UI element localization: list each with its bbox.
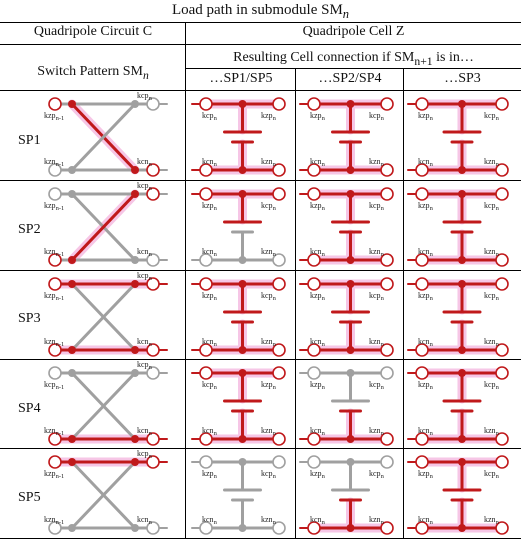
terminal-circle <box>496 188 508 200</box>
terminal-label: kzn$_{n-1}$ <box>44 157 65 168</box>
terminal-circle <box>496 456 508 468</box>
cell-z-1-2 <box>300 98 393 176</box>
junction-dot <box>68 458 76 466</box>
terminal-label: kcp$_n$ <box>484 201 499 212</box>
junction-dot <box>131 369 139 377</box>
row-label-sp4: SP4 <box>18 401 41 416</box>
junction-dot <box>239 280 247 288</box>
terminal-label: kcn$_n$ <box>310 247 325 258</box>
junction-dot <box>239 369 247 377</box>
header-quadripole-circuit: Quadripole Circuit C <box>33 24 153 39</box>
terminal-circle <box>49 456 61 468</box>
terminal-circle <box>200 367 212 379</box>
terminal-label: kcn$_n$ <box>137 337 152 348</box>
junction-dot <box>68 435 76 443</box>
junction-dot <box>68 166 76 174</box>
terminal-label: kzp$_n$ <box>310 111 325 122</box>
terminal-label: kzn$_n$ <box>369 426 384 437</box>
terminal-label: kcp$_n$ <box>261 291 276 302</box>
terminal-circle <box>381 98 393 110</box>
terminal-circle <box>381 188 393 200</box>
terminal-label: kzn$_{n-1}$ <box>44 247 65 258</box>
terminal-label: kzp$_{n-1}$ <box>44 201 65 212</box>
cell-z-2-1 <box>192 188 285 266</box>
subheader-sp2-sp4: …SP2/SP4 <box>318 71 382 86</box>
terminal-label: kzp$_{n-1}$ <box>44 469 65 480</box>
junction-dot <box>131 166 139 174</box>
terminal-label: kcn$_n$ <box>202 426 217 437</box>
cell-z-4-2 <box>300 367 393 445</box>
junction-dot <box>68 346 76 354</box>
terminal-circle <box>273 456 285 468</box>
junction-dot <box>347 524 355 532</box>
terminal-label: kcp$_n$ <box>484 111 499 122</box>
terminal-circle <box>416 278 428 290</box>
terminal-label: kzn$_n$ <box>369 515 384 526</box>
junction-dot <box>131 256 139 264</box>
terminal-circle <box>49 278 61 290</box>
cell-z-1-3 <box>408 98 508 176</box>
terminal-circle <box>308 98 320 110</box>
terminal-label: kcn$_n$ <box>202 157 217 168</box>
terminal-label: kcn$_n$ <box>418 426 433 437</box>
terminal-label: kzp$_{n-1}$ <box>44 111 65 122</box>
junction-dot <box>239 256 247 264</box>
terminal-circle <box>49 98 61 110</box>
terminal-label: kcp$_n$ <box>369 111 384 122</box>
circuit-c-5 <box>44 449 167 534</box>
circuit-c-3 <box>44 271 167 356</box>
header-quadripole-cell: Quadripole Cell Z <box>302 24 405 39</box>
junction-dot <box>239 100 247 108</box>
cell-z-5-1 <box>192 456 285 534</box>
cell-z-4-1 <box>192 367 285 445</box>
junction-dot <box>68 256 76 264</box>
terminal-label: kcp$_n$ <box>202 111 217 122</box>
terminal-label: kzn$_{n-1}$ <box>44 337 65 348</box>
terminal-label: kcn$_n$ <box>418 337 433 348</box>
terminal-label: kcn$_n$ <box>202 337 217 348</box>
terminal-circle <box>496 98 508 110</box>
row-label-sp1: SP1 <box>18 133 41 148</box>
terminal-label: kzn$_n$ <box>484 157 499 168</box>
row-label-sp5: SP5 <box>18 490 41 505</box>
junction-dot <box>458 346 466 354</box>
subheader-sp3: …SP3 <box>444 71 481 86</box>
terminal-circle <box>416 98 428 110</box>
terminal-label: kcn$_n$ <box>310 157 325 168</box>
junction-dot <box>68 100 76 108</box>
junction-dot <box>458 524 466 532</box>
junction-dot <box>68 280 76 288</box>
terminal-label: kzn$_n$ <box>369 157 384 168</box>
terminal-label: kzp$_n$ <box>202 469 217 480</box>
terminal-label: kzp$_n$ <box>418 291 433 302</box>
terminal-label: kzn$_{n-1}$ <box>44 515 65 526</box>
cell-z-1-1 <box>192 98 285 176</box>
terminal-circle <box>308 278 320 290</box>
terminal-label: kcn$_n$ <box>137 247 152 258</box>
junction-dot <box>347 369 355 377</box>
terminal-label: kzn$_n$ <box>484 515 499 526</box>
terminal-label: kcn$_n$ <box>310 337 325 348</box>
terminal-label: kcp$_n$ <box>369 380 384 391</box>
junction-dot <box>347 346 355 354</box>
junction-dot <box>458 369 466 377</box>
junction-dot <box>131 190 139 198</box>
terminal-label: kzn$_n$ <box>261 515 276 526</box>
junction-dot <box>68 524 76 532</box>
terminal-label: kcn$_n$ <box>418 515 433 526</box>
junction-dot <box>347 190 355 198</box>
terminal-label: kzn$_n$ <box>261 247 276 258</box>
terminal-circle <box>273 98 285 110</box>
terminal-label: kcp$_n$ <box>137 91 152 102</box>
junction-dot <box>347 280 355 288</box>
terminal-circle <box>273 367 285 379</box>
junction-dot <box>131 435 139 443</box>
cell-z-2-3 <box>408 188 508 266</box>
terminal-circle <box>496 367 508 379</box>
terminal-label: kcn$_n$ <box>310 426 325 437</box>
terminal-label: kzn$_n$ <box>261 426 276 437</box>
junction-dot <box>239 166 247 174</box>
terminal-label: kzn$_n$ <box>484 337 499 348</box>
cell-z-5-2 <box>300 456 393 534</box>
terminal-label: kcn$_n$ <box>202 515 217 526</box>
terminal-circle <box>200 456 212 468</box>
page-title: Load path in submodule $SM_n$ <box>171 2 350 21</box>
terminal-label: kcp$_n$ <box>137 271 152 282</box>
terminal-label: kzn$_n$ <box>484 426 499 437</box>
terminal-label: kcn$_n$ <box>137 426 152 437</box>
terminal-label: kzp$_n$ <box>310 201 325 212</box>
terminal-label: kzp$_n$ <box>261 111 276 122</box>
terminal-label: kcp$_n$ <box>369 469 384 480</box>
terminal-label: kzp$_n$ <box>418 111 433 122</box>
terminal-circle <box>49 188 61 200</box>
terminal-label: kcn$_n$ <box>137 515 152 526</box>
terminal-circle <box>308 188 320 200</box>
terminal-label: kcp$_n$ <box>137 181 152 192</box>
junction-dot <box>347 166 355 174</box>
cell-z-3-2 <box>300 278 393 356</box>
terminal-label: kzp$_n$ <box>310 469 325 480</box>
cell-z-5-3 <box>408 456 508 534</box>
junction-dot <box>239 458 247 466</box>
terminal-label: kcp$_n$ <box>484 380 499 391</box>
terminal-circle <box>381 456 393 468</box>
terminal-label: kzp$_n$ <box>418 469 433 480</box>
header-switch-pattern: Switch Pattern $SM_n$ <box>37 64 149 82</box>
terminal-circle <box>381 367 393 379</box>
cell-z-4-3 <box>408 367 508 445</box>
terminal-circle <box>273 278 285 290</box>
junction-dot <box>68 190 76 198</box>
terminal-circle <box>308 367 320 379</box>
terminal-label: kcp$_n$ <box>137 360 152 371</box>
terminal-label: kzp$_n$ <box>310 380 325 391</box>
terminal-label: kzp$_n$ <box>261 380 276 391</box>
terminal-label: kcn$_n$ <box>202 247 217 258</box>
terminal-circle <box>49 367 61 379</box>
junction-dot <box>239 346 247 354</box>
junction-dot <box>347 100 355 108</box>
terminal-label: kcn$_n$ <box>310 515 325 526</box>
terminal-circle <box>416 188 428 200</box>
terminal-circle <box>416 367 428 379</box>
terminal-label: kzp$_n$ <box>202 201 217 212</box>
terminal-circle <box>416 456 428 468</box>
junction-dot <box>458 166 466 174</box>
junction-dot <box>239 435 247 443</box>
junction-dot <box>131 100 139 108</box>
junction-dot <box>458 435 466 443</box>
circuit-c-1 <box>44 91 167 176</box>
terminal-label: kcp$_{n-1}$ <box>44 380 65 391</box>
header-resulting-cell: Resulting Cell connection if $SM_{n+1}$ is in… <box>233 50 474 68</box>
terminal-label: kzn$_n$ <box>369 247 384 258</box>
terminal-label: kzp$_n$ <box>310 291 325 302</box>
terminal-label: kcp$_n$ <box>261 201 276 212</box>
terminal-label: kcp$_n$ <box>369 201 384 212</box>
junction-dot <box>458 256 466 264</box>
row-label-sp3: SP3 <box>18 311 41 326</box>
junction-dot <box>131 524 139 532</box>
terminal-label: kzn$_n$ <box>484 247 499 258</box>
junction-dot <box>131 280 139 288</box>
terminal-label: kzn$_n$ <box>369 337 384 348</box>
junction-dot <box>239 524 247 532</box>
terminal-label: kcp$_n$ <box>369 291 384 302</box>
terminal-label: kcp$_n$ <box>484 291 499 302</box>
terminal-label: kcn$_n$ <box>137 157 152 168</box>
junction-dot <box>347 458 355 466</box>
terminal-circle <box>273 188 285 200</box>
terminal-label: kzp$_{n-1}$ <box>44 291 65 302</box>
cell-z-2-2 <box>300 188 393 266</box>
subheader-sp1-sp5: …SP1/SP5 <box>209 71 273 86</box>
junction-dot <box>458 458 466 466</box>
circuit-c-4 <box>44 360 167 445</box>
terminal-label: kcn$_n$ <box>418 157 433 168</box>
cell-z-3-1 <box>192 278 285 356</box>
terminal-circle <box>200 278 212 290</box>
junction-dot <box>68 369 76 377</box>
junction-dot <box>131 346 139 354</box>
junction-dot <box>347 256 355 264</box>
terminal-label: kcp$_n$ <box>484 469 499 480</box>
terminal-circle <box>200 98 212 110</box>
terminal-label: kzn$_{n-1}$ <box>44 426 65 437</box>
terminal-label: kzp$_n$ <box>202 291 217 302</box>
terminal-label: kcp$_n$ <box>137 449 152 460</box>
cell-z-3-3 <box>408 278 508 356</box>
terminal-label: kzn$_n$ <box>261 157 276 168</box>
terminal-label: kcn$_n$ <box>418 247 433 258</box>
terminal-circle <box>308 456 320 468</box>
junction-dot <box>347 435 355 443</box>
terminal-circle <box>496 278 508 290</box>
row-label-sp2: SP2 <box>18 222 41 237</box>
junction-dot <box>458 190 466 198</box>
terminal-circle <box>200 188 212 200</box>
junction-dot <box>458 280 466 288</box>
terminal-label: kcp$_n$ <box>202 380 217 391</box>
terminal-label: kzp$_n$ <box>418 201 433 212</box>
junction-dot <box>458 100 466 108</box>
terminal-label: kcp$_n$ <box>261 469 276 480</box>
junction-dot <box>239 190 247 198</box>
terminal-circle <box>381 278 393 290</box>
terminal-label: kzn$_n$ <box>261 337 276 348</box>
junction-dot <box>131 458 139 466</box>
terminal-label: kzp$_n$ <box>418 380 433 391</box>
circuit-c-2 <box>44 181 167 266</box>
